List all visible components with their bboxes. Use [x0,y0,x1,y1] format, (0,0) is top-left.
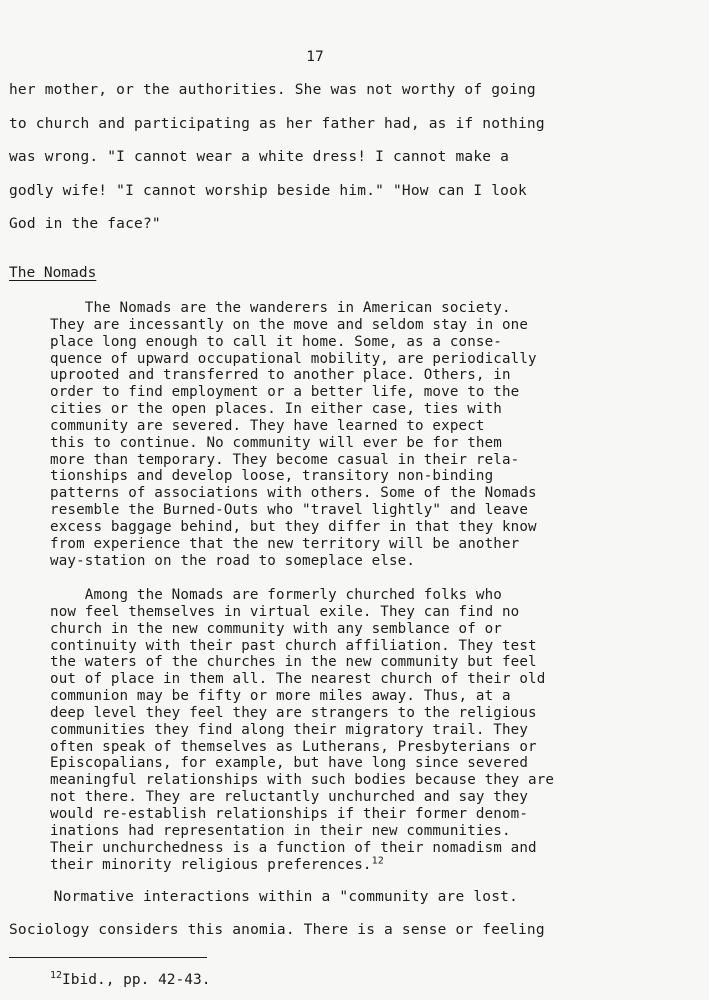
body-line: godly wife! "I cannot worship beside him." "How can I look [9,183,527,199]
para-line: meaningful relationships with such bodies because they are [50,772,555,789]
body-line: God in the face?" [9,216,161,232]
para-line: Episcopalians, for example, but have long since severed [50,755,529,772]
para-line: resemble the Burned-Outs who "travel lightly" and leave [50,502,529,519]
para-line: cities or the open places. In either case, ties with [50,401,502,418]
para-line: more than temporary. They become casual in their rela- [50,451,520,468]
footnote-divider [9,957,207,958]
para-line: tionships and develop loose, transitory non-binding [50,468,494,485]
footnote-number: 12 [50,970,63,982]
para-line: often speak of themselves as Lutherans, Presbyterians or [50,738,537,755]
para-line: way-station on the road to someplace else. [50,552,416,569]
para-line: communion may be fifty or more miles away. Thus, at a [50,688,511,705]
footnote-reference: 12 [371,854,384,866]
para-line: communities they find along their migratory trail. They [50,721,529,738]
para-line: inations had representation in their new communities. [50,822,511,839]
body-line: Sociology considers this anomia. There is a sense or feeling [9,922,545,938]
para-line-last [50,854,630,874]
para-line: would re-establish relationships if their former denom- [50,805,529,822]
body-line: to church and participating as her father had, as if nothing [9,116,545,132]
para-line: church in the new community with any semblance of or [50,620,502,637]
para-line: Their unchurchedness is a function of their nomadism and [50,839,537,856]
body-line: Normative interactions within a "community are lost. [9,889,518,905]
para-line: They are incessantly on the move and seldom stay in one [50,316,529,333]
page-number: 17 [306,49,324,65]
para-line: not there. They are reluctantly unchurched and say they [50,789,529,806]
para-line: the waters of the churches in the new community but feel [50,654,537,671]
para-line: out of place in them all. The nearest church of their old [50,671,546,688]
section-heading: The Nomads [9,265,97,281]
body-line: her mother, or the authorities. She was not worthy of going [9,82,536,98]
para-line: order to find employment or a better life, move to the [50,384,520,401]
paragraph-exiled-churched [50,587,630,873]
para-line: this to continue. No community will ever be for them [50,434,502,451]
body-line: was wrong. "I cannot wear a white dress! I cannot make a [9,149,510,165]
para-line: uprooted and transferred to another place. Others, in [50,367,511,384]
para-line: quence of upward occupational mobility, are periodically [50,350,537,367]
para-line: excess baggage behind, but they differ in that they know [50,518,537,535]
para-line: now feel themselves in virtual exile. They can find no [50,603,520,620]
footnote-text: Ibid., pp. 42-43. [62,972,211,988]
para-line: patterns of associations with others. Some of the Nomads [50,485,537,502]
para-line: community are severed. They have learned to expect [50,417,485,434]
para-line: place long enough to call it home. Some, as a conse- [50,333,502,350]
para-line: deep level they feel they are strangers to the religious [50,704,537,721]
para-line: The Nomads are the wanderers in American society. [50,300,511,316]
footnote [50,972,210,988]
paragraph-nomads-intro [50,300,630,570]
para-line: continuity with their past church affiliation. They test [50,637,537,654]
para-line-text: their minority religious preferences. [50,856,372,873]
para-line: from experience that the new territory will be another [50,535,520,552]
para-line: Among the Nomads are formerly churched folks who [50,587,502,603]
